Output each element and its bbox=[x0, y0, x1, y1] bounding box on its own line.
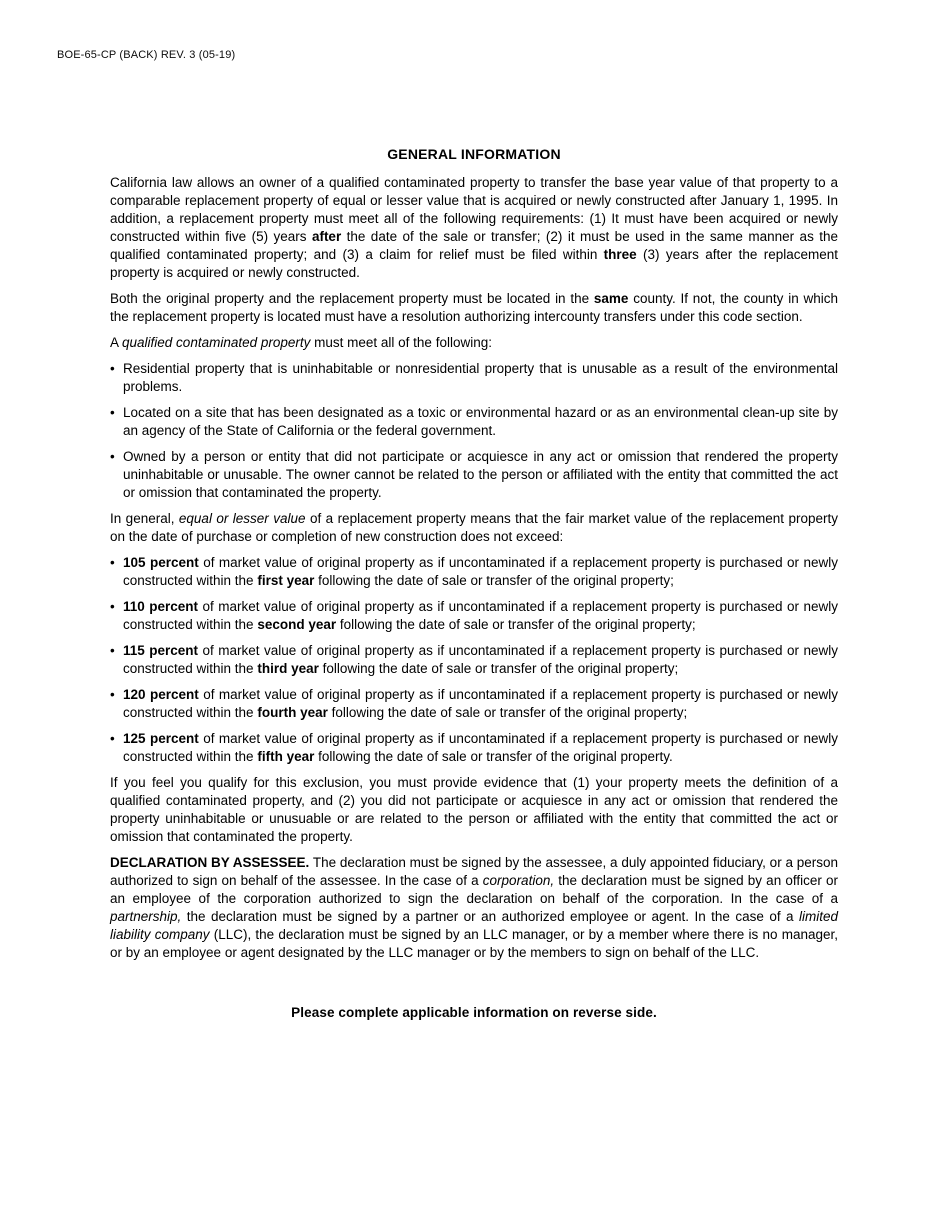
text-run: must meet all of the following: bbox=[310, 335, 492, 350]
text-run: DECLARATION BY ASSESSEE. bbox=[110, 855, 310, 870]
paragraph bbox=[110, 174, 838, 282]
text-run: If you feel you qualify for this exclusion, you must provide evidence that (1) your property meets the definition of a qualified contaminated property, and (2) you did not participate or acquiesce in any act or omission that rendered the property uninhabitable or unusuable or are related to the person or affiliated with the entity that committed the act or omission that contaminated the property. bbox=[110, 775, 838, 844]
bullet-item bbox=[110, 554, 838, 590]
bullet-text bbox=[123, 404, 838, 440]
text-run: of market value of original property as if uncontaminated if a replacement property is purchased or newly constructed within the bbox=[123, 687, 838, 720]
text-run: Both the original property and the replacement property must be located in the bbox=[110, 291, 594, 306]
text-run: of market value of original property as if uncontaminated if a replacement property is purchased or newly constructed within the bbox=[123, 555, 838, 588]
bullet-text bbox=[123, 360, 838, 396]
document-content bbox=[110, 146, 838, 1020]
bullet-item bbox=[110, 404, 838, 440]
text-run: the date of the sale or transfer; (2) it must be used in the same manner as the qualified contaminated property; and (3) a claim for relief must be filed within bbox=[110, 229, 839, 262]
bullet-item bbox=[110, 642, 838, 678]
text-run: (3) years after the replacement property is acquired or newly constructed. bbox=[110, 247, 838, 280]
text-run: second year bbox=[257, 617, 337, 632]
text-run: following the date of sale or transfer of the original property; bbox=[314, 573, 674, 588]
text-run: partnership, bbox=[110, 909, 182, 924]
footer-note: Please complete applicable information on reverse side. bbox=[291, 1005, 657, 1020]
bullet-marker: • bbox=[110, 643, 115, 658]
text-run: same bbox=[593, 291, 629, 306]
bullet-item bbox=[110, 448, 838, 502]
bullet-text bbox=[123, 554, 838, 590]
text-run: following the date of sale or transfer of the original property; bbox=[327, 705, 688, 720]
bullet-marker: • bbox=[110, 599, 115, 614]
text-run: Located on a site that has been designated as a toxic or environmental hazard or as an environmental clean-up site by an agency of the State of California or the federal government. bbox=[123, 405, 838, 438]
text-run: 115 percent bbox=[123, 643, 199, 658]
bullet-marker: • bbox=[110, 361, 115, 376]
text-run: following the date of sale or transfer of the original property; bbox=[318, 661, 679, 676]
bullet-text bbox=[123, 448, 838, 502]
bullet-text bbox=[123, 730, 838, 766]
paragraph bbox=[110, 290, 838, 326]
text-run: following the date of sale or transfer of the original property; bbox=[336, 617, 696, 632]
bullet-marker: • bbox=[110, 449, 115, 464]
text-run: fifth year bbox=[257, 749, 315, 764]
text-run: Owned by a person or entity that did not participate or acquiesce in any act or omission that rendered the property uninhabitable or unusable. The owner cannot be related to the person or affiliated with the entity that committed the act or omission that contaminated the property. bbox=[123, 449, 838, 500]
text-run: 125 percent bbox=[123, 731, 199, 746]
text-run: In general, bbox=[110, 511, 179, 526]
text-run: three bbox=[603, 247, 637, 262]
text-run: of market value of original property as if uncontaminated if a replacement property is purchased or newly constructed within the bbox=[123, 599, 839, 632]
text-run: limited liability company bbox=[110, 909, 838, 942]
paragraph bbox=[110, 854, 838, 962]
text-run: the declaration must be signed by a partner or an authorized employee or agent. In the case of a bbox=[181, 909, 799, 924]
text-run: 105 percent bbox=[123, 555, 199, 570]
text-run: The declaration must be signed by the assessee, a duly appointed fiduciary, or a person authorized to sign on behalf of the assessee. In the case of a bbox=[110, 855, 838, 888]
bullet-item bbox=[110, 598, 838, 634]
text-run: first year bbox=[257, 573, 315, 588]
bullet-item bbox=[110, 730, 838, 766]
text-run: county. If not, the county in which the replacement property is located must have a resolution authorizing intercounty transfers under this code section. bbox=[110, 291, 838, 324]
text-run: equal or lesser value bbox=[178, 511, 306, 526]
paragraph bbox=[110, 334, 838, 352]
bullet-marker: • bbox=[110, 731, 115, 746]
text-run: 110 percent bbox=[123, 599, 199, 614]
text-run: after bbox=[311, 229, 342, 244]
text-run: corporation, bbox=[482, 873, 555, 888]
text-run: of a replacement property means that the fair market value of the replacement property on the date of purchase or completion of new construction does not exceed: bbox=[110, 511, 838, 544]
text-run: of market value of original property as if uncontaminated if a replacement property is purchased or newly constructed within the bbox=[123, 643, 839, 676]
document-body bbox=[110, 174, 838, 962]
text-run: qualified contaminated property bbox=[122, 335, 311, 350]
bullet-marker: • bbox=[110, 555, 115, 570]
text-run: following the date of sale or transfer of the original property. bbox=[314, 749, 673, 764]
paragraph bbox=[110, 510, 838, 546]
text-run: third year bbox=[257, 661, 319, 676]
text-run: the declaration must be signed by an officer or an employee of the corporation authorized to sign the declaration on behalf of the corporation. In the case of a bbox=[110, 873, 838, 906]
text-run: fourth year bbox=[257, 705, 328, 720]
page-title: GENERAL INFORMATION bbox=[387, 146, 561, 162]
bullet-item bbox=[110, 360, 838, 396]
text-run: of market value of original property as if uncontaminated if a replacement property is purchased or newly constructed within the bbox=[123, 731, 838, 764]
bullet-text bbox=[123, 686, 838, 722]
bullet-marker: • bbox=[110, 405, 115, 420]
text-run: (LLC), the declaration must be signed by an LLC manager, or by a member where there is no manager, or by an employee or agent designated by the LLC manager or by the members to sign on behalf of the LLC. bbox=[110, 927, 838, 960]
text-run: 120 percent bbox=[123, 687, 199, 702]
bullet-marker: • bbox=[110, 687, 115, 702]
text-run: Residential property that is uninhabitable or nonresidential property that is unusable as a result of the environmental problems. bbox=[123, 361, 838, 394]
paragraph bbox=[110, 774, 838, 846]
form-number: BOE-65-CP (BACK) REV. 3 (05-19) bbox=[57, 49, 236, 61]
text-run: A bbox=[110, 335, 123, 350]
bullet-text bbox=[123, 642, 838, 678]
bullet-item bbox=[110, 686, 838, 722]
bullet-text bbox=[123, 598, 838, 634]
text-run: California law allows an owner of a qualified contaminated property to transfer the base year value of that property to a comparable replacement property of equal or lesser value that is acquired or newly constructed after January 1, 1995. In addition, a replacement property must meet all of the following requirements: (1) It must have been acquired or newly constructed within five (5) years bbox=[110, 175, 838, 244]
